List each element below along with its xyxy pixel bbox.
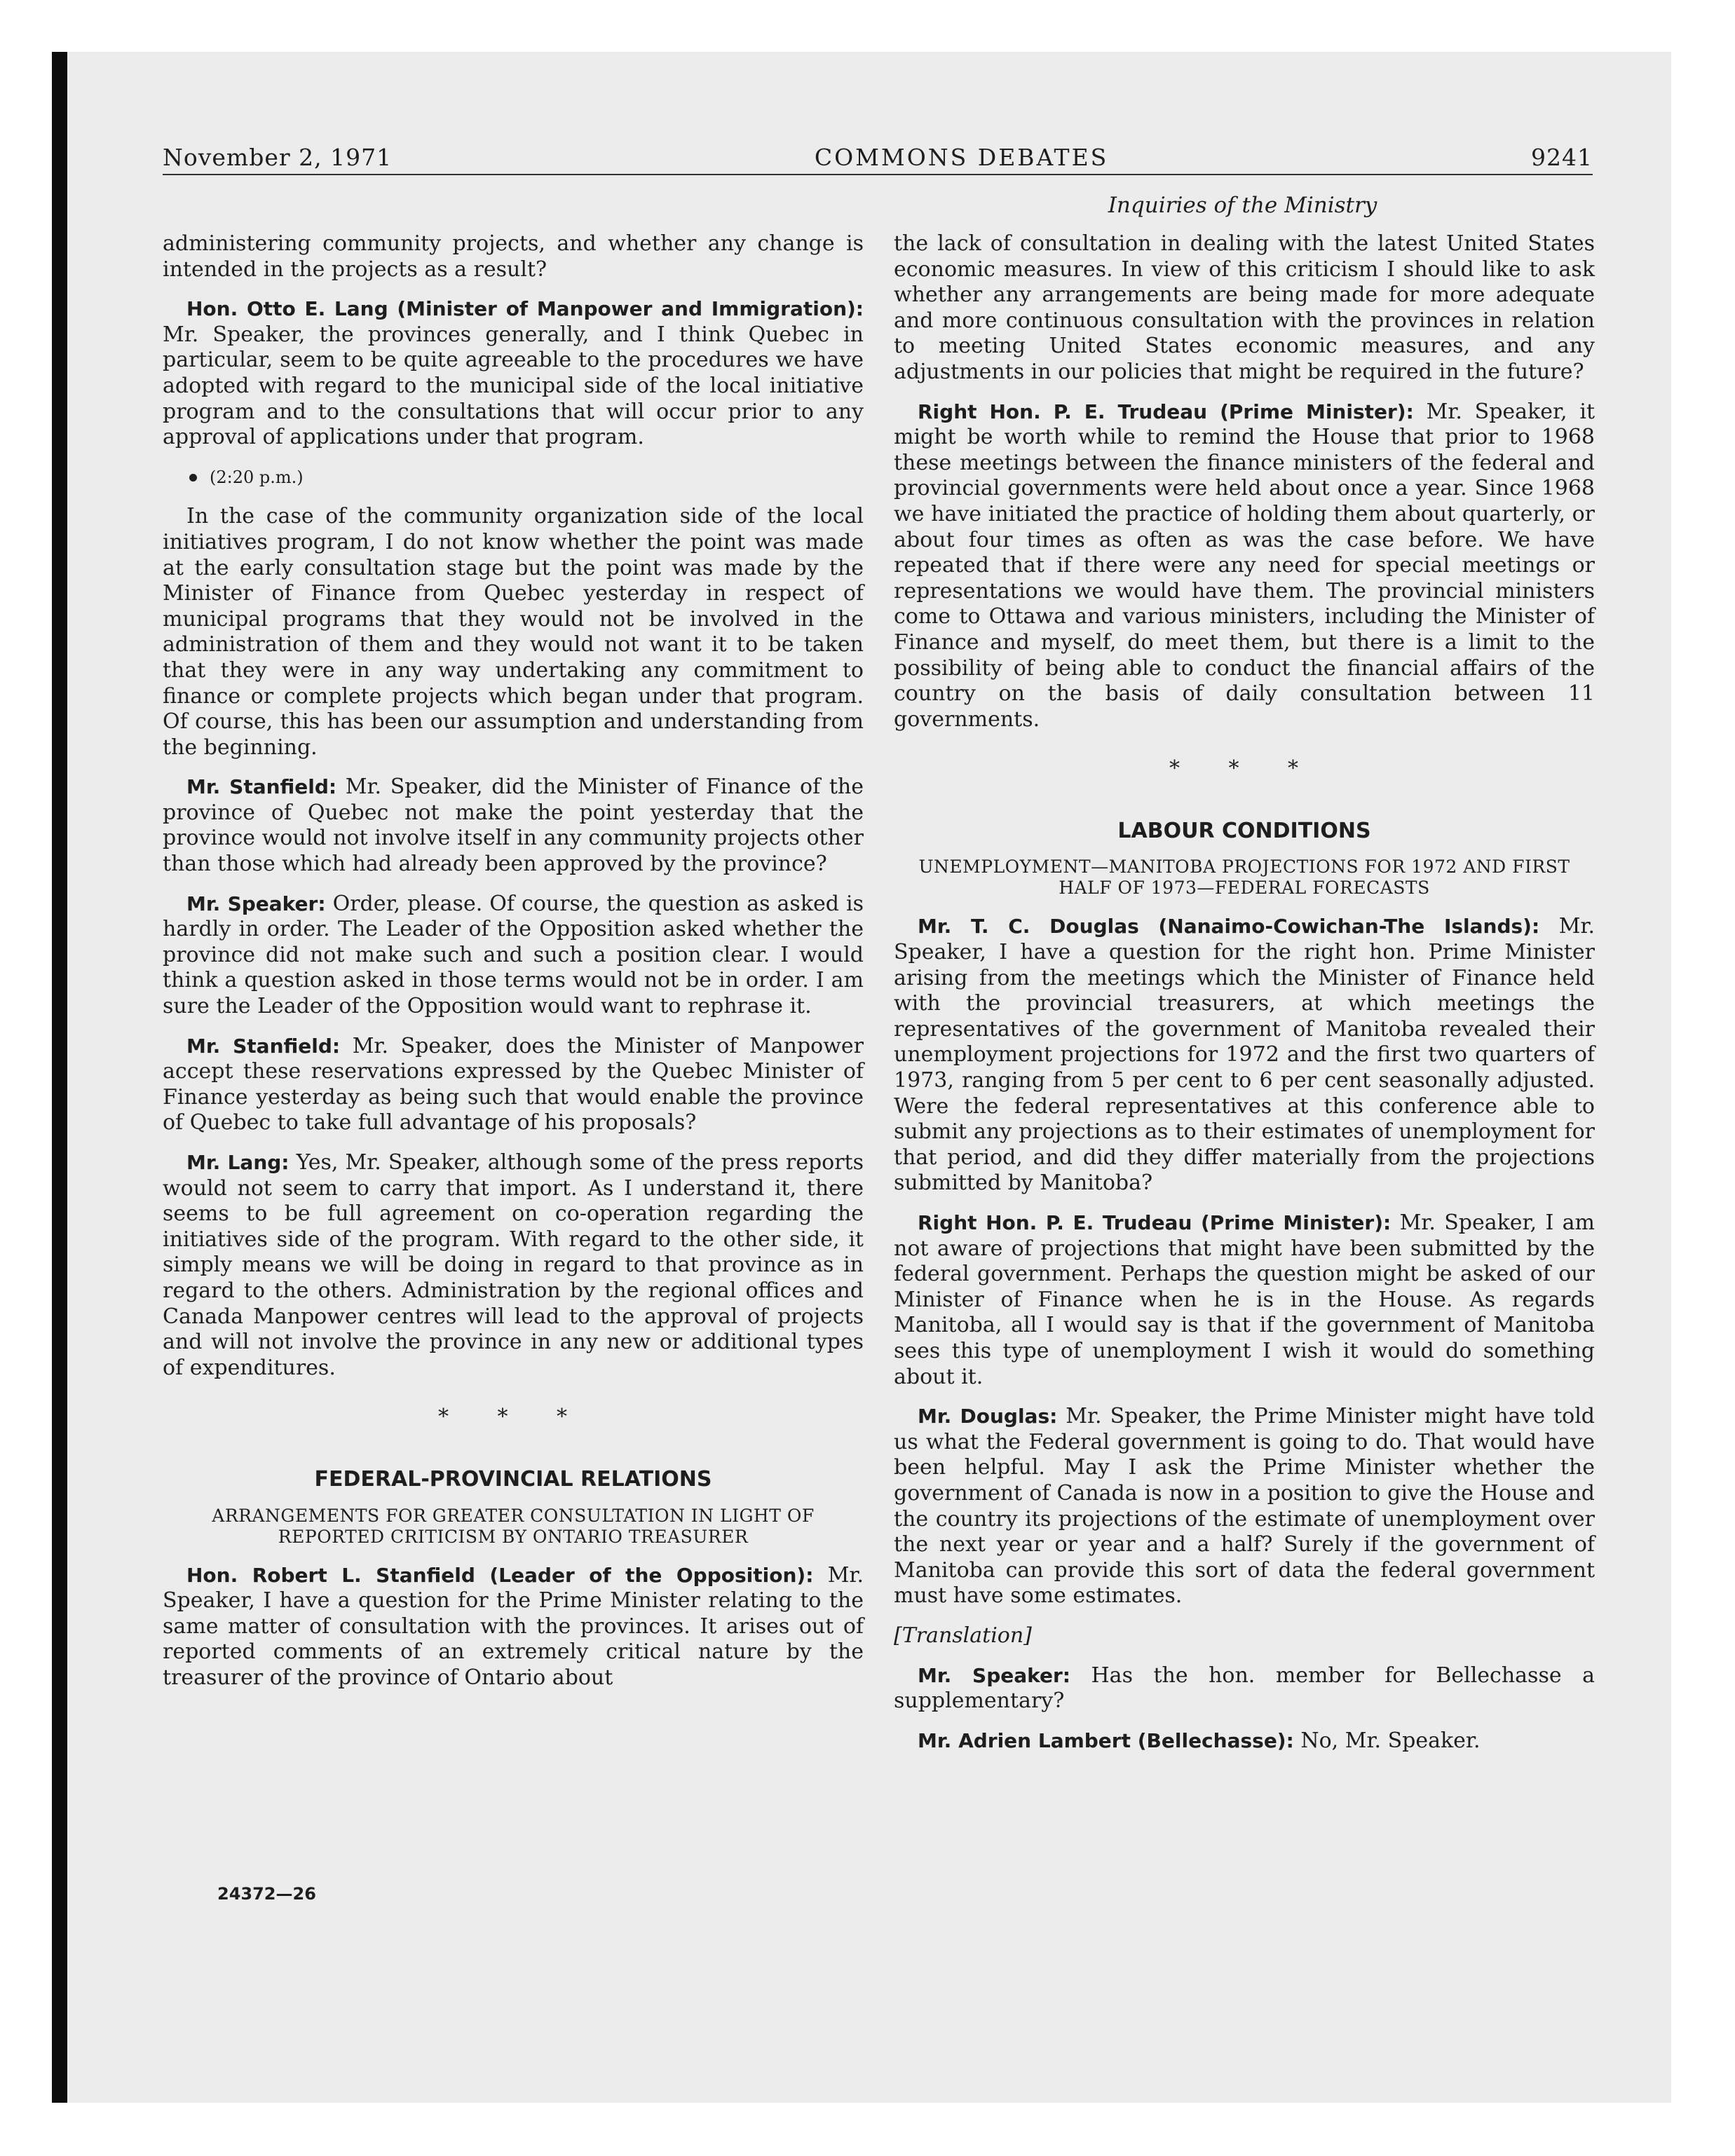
speaker-name: Mr. T. C. Douglas (Nanaimo-Cowichan-The Islands): (918, 915, 1540, 939)
header-date: November 2, 1971 (163, 144, 393, 171)
section-label: Inquiries of the Ministry (1108, 193, 1377, 218)
section-subheading: UNEMPLOYMENT—MANITOBA PROJECTIONS FOR 1972 AND FIRST HALF OF 1973—FEDERAL FORECASTS (918, 857, 1570, 899)
paragraph: the lack of consultation in dealing with the latest United States economic measures. In view of this criticism I should like to ask whether any arrangements are being made for more adequate and more continuous consultation with the provinces in relation to meeting United States economic measures, and any adjustments in our policies that might be required in the future? (894, 231, 1595, 384)
paragraph (163, 296, 864, 451)
paragraph (163, 1150, 864, 1381)
speaker-name: Right Hon. P. E. Trudeau (Prime Minister): (918, 400, 1414, 423)
paragraph (894, 1404, 1595, 1609)
paragraph (894, 1728, 1595, 1754)
footer-print-code: 24372—26 (217, 1884, 316, 1904)
section-divider: * * * (437, 1405, 589, 1430)
speech-text: Mr. Speaker, does the Minister of Manpower accept these reservations expressed by the Quebec Minister of Finance yesterday as being such that would enable the province of Quebec to take full advantage of his proposals? (163, 1033, 864, 1135)
section-heading: FEDERAL-PROVINCIAL RELATIONS (314, 1466, 712, 1492)
left-column (163, 231, 864, 1705)
paragraph (163, 892, 864, 1020)
section-heading: LABOUR CONDITIONS (1117, 818, 1371, 843)
translation-note: [Translation] (894, 1623, 1032, 1648)
speech-text: Mr. Speaker, I have a question for the right hon. Prime Minister arising from the meetings which the Minister of Finance held with the provincial treasurers, at which meetings the representatives of the government of Manitoba revealed their unemployment projections for 1972 and the first two quarters of 1973, ranging from 5 per cent to 6 per cent seasonally adjusted. Were the federal representatives at this conference able to submit any projections as to their estimates of unemployment for that period, and did they differ materially from the projections submitted by Manitoba? (894, 914, 1595, 1196)
paragraph (163, 1034, 864, 1136)
speech-text: Mr. Speaker, it might be worth while to remind the House that prior to 1968 these meetings between the finance ministers of the federal and provincial governments were held about once a year. Since 1968 we have initiated the practice of holding them about quarterly, or about four times as often as was the case before. We have repeated that if there were any need for special meetings or representations we would have them. The provincial ministers come to Ottawa and various ministers, including the Minister of Finance and myself, do meet them, but there is a limit to the possibility of being able to conduct the financial affairs of the country on the basis of daily consultation between 11 governments. (894, 399, 1595, 732)
paragraph (894, 914, 1595, 1196)
section-divider: * * * (1169, 756, 1320, 782)
speech-text: Mr. Speaker, did the Minister of Finance of the province of Quebec not make the point yesterday that the province would not involve itself in any community projects other than those which had already been approved by the province? (163, 775, 864, 877)
speaker-name: Mr. Douglas: (918, 1405, 1058, 1428)
speaker-name: Mr. Speaker: (918, 1663, 1070, 1687)
speaker-name: Mr. Lang: (186, 1151, 290, 1174)
paragraph: In the case of the community organization side of the local initiatives program, I do not know whether the point was made at the early consultation stage but the point was made by the Minister of Finance from Quebec yesterday in respect of municipal programs that they would not be involved in the administration of them and they would not want it to be taken that they were in any way undertaking any commitment to finance or complete projects which began under that program. Of course, this has been our assumption and understanding from the beginning. (163, 504, 864, 760)
speech-text: No, Mr. Speaker. (1300, 1728, 1481, 1753)
paragraph (163, 1563, 864, 1691)
section-subheading: ARRANGEMENTS FOR GREATER CONSULTATION IN LIGHT OF REPORTED CRITICISM BY ONTARIO TREASURER (212, 1505, 815, 1547)
speaker-name: Hon. Robert L. Stanfield (Leader of the Opposition): (186, 1563, 814, 1587)
speaker-name: Mr. Speaker: (186, 892, 326, 915)
paragraph (163, 775, 864, 877)
scan-edge (52, 52, 67, 2103)
speech-text: Has the hon. member for Bellechasse a supplementary? (894, 1663, 1595, 1714)
page-header (163, 144, 1593, 175)
speech-text: Mr. Speaker, the provinces generally, and I think Quebec in particular, seem to be quite agreeable to the procedures we have adopted with regard to the municipal side of the local initiative program and to the consultations that will occur prior to any approval of applications under that program. (163, 322, 864, 450)
header-page-number: 9241 (1531, 144, 1593, 171)
speaker-name: Right Hon. P. E. Trudeau (Prime Minister): (918, 1211, 1392, 1234)
speech-text: Mr. Speaker, I have a question for the Prime Minister relating to the same matter of consultation with the provinces. It arises out of reported comments of an extremely critical nature by the treasurer of the province of Ontario about (163, 1562, 864, 1690)
speaker-name: Mr. Stanfield: (186, 1034, 341, 1058)
speech-text: Mr. Speaker, the Prime Minister might have told us what the Federal government is going to do. That would have been helpful. May I ask the Prime Minister whether the government of Canada is now in a position to give the House and the country its projections of the estimate of unemployment over the next year or year and a half? Surely if the government of Manitoba can provide this sort of data the federal government must have some estimates. (894, 1404, 1595, 1609)
header-journal-title: COMMONS DEBATES (814, 144, 1109, 171)
speaker-name: Hon. Otto E. Lang (Minister of Manpower and Immigration): (186, 297, 864, 321)
speaker-name: Mr. Stanfield: (186, 775, 337, 799)
right-column (894, 231, 1595, 1768)
paragraph (894, 1663, 1595, 1714)
speaker-name: Mr. Adrien Lambert (Bellechasse): (918, 1728, 1294, 1752)
paragraph (894, 1210, 1595, 1390)
speech-text: Mr. Speaker, I am not aware of projections that might have been submitted by the federal government. Perhaps the question might be asked of our Minister of Finance when he is in the House. As regards Manitoba, all I would say is that if the government of Manitoba sees this type of unemployment I wish it would do something about it. (894, 1210, 1595, 1389)
speech-text: Order, please. Of course, the question as asked is hardly in order. The Leader of the Opposition asked whether the province did not make such and such a position clear. I would think a question asked in those terms would not be in order. I am sure the Leader of the Opposition would want to rephrase it. (163, 891, 864, 1019)
paragraph (894, 400, 1595, 733)
speech-text: Yes, Mr. Speaker, although some of the press reports would not seem to carry that import. As I understand it, there seems to be full agreement on co-operation regarding the initiatives side of the program. With regard to the other side, it simply means we will be doing in regard to that province as in regard to the others. Administration by the regional offices and Canada Manpower centres will lead to the approval of projects and will not involve the province in any new or additional types of expenditures. (163, 1150, 864, 1380)
paragraph: administering community projects, and whether any change is intended in the projects as a result? (163, 231, 864, 282)
time-stamp: (2:20 p.m.) (163, 465, 864, 491)
bullet-icon (189, 474, 197, 482)
